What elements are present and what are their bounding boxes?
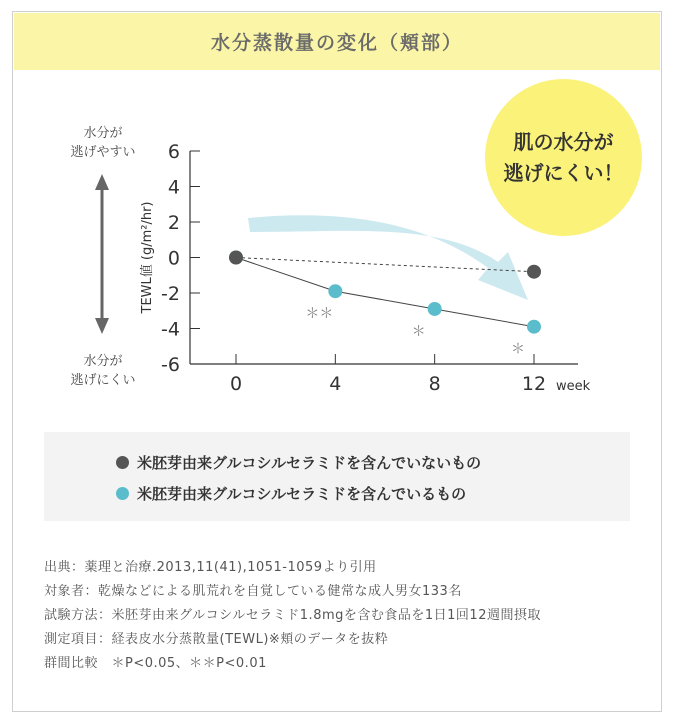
y-direction-top-line2: 逃げやすい	[70, 145, 136, 160]
x-tick-label: 0	[229, 373, 243, 395]
series-0-point	[229, 251, 243, 265]
y-direction-label-top	[58, 124, 148, 162]
note-subjects: 対象者：乾燥などによる肌荒れを自覚している健常な成人男女133名	[44, 584, 462, 599]
study-notes	[44, 556, 654, 676]
y-tick-label: 4	[167, 176, 180, 199]
y-direction-bottom-line1: 水分が	[83, 354, 123, 369]
legend	[44, 432, 630, 521]
significance-mark: ＊	[511, 341, 525, 358]
legend-item-with	[116, 483, 466, 504]
x-tick-label: 4	[329, 373, 342, 395]
series-1-point	[428, 302, 442, 316]
note-method: 試験方法：米胚芽由来グルコシルセラミド1.8mgを含む食品を1日1回12週間摂取	[44, 608, 541, 623]
trend-arrow-icon	[248, 215, 528, 300]
legend-dot-without	[116, 456, 129, 469]
y-tick-label: 2	[167, 212, 180, 234]
page-title: 水分蒸散量の変化（頬部）	[210, 32, 463, 54]
series-0-point	[527, 265, 541, 279]
series-1-point	[328, 284, 342, 298]
callout-bubble	[485, 79, 642, 236]
y-direction-bottom-line2: 逃げにくい	[70, 373, 136, 388]
callout-line2: 逃げにくい！	[503, 160, 624, 185]
legend-label-without: 米胚芽由来グルコシルセラミドを含んでいないもの	[137, 454, 482, 472]
note-comparison: 群間比較 ＊P<0.05、＊＊P<0.01	[44, 656, 267, 671]
y-tick-label: -4	[161, 318, 180, 341]
legend-dot-with	[116, 487, 129, 500]
y-tick-label: -2	[161, 283, 180, 305]
y-axis-label: TEWL値 (g/m²/hr)	[140, 201, 155, 314]
y-direction-label-bottom	[58, 352, 148, 390]
callout-line1: 肌の水分が	[513, 129, 614, 154]
double-arrow-icon	[92, 174, 112, 334]
y-tick-label: 6	[167, 141, 180, 163]
legend-label-with: 米胚芽由来グルコシルセラミドを含んでいるもの	[137, 485, 467, 503]
note-measurement: 測定項目：経表皮水分蒸散量(TEWL)※頬のデータを抜粋	[44, 632, 389, 647]
series-1-point	[527, 320, 541, 334]
significance-mark: ＊	[411, 323, 426, 340]
y-tick-label: 0	[167, 247, 180, 270]
x-tick-label: 8	[428, 373, 441, 395]
legend-item-without	[116, 452, 481, 473]
x-unit-label: week	[556, 379, 591, 394]
x-tick-label: 12	[521, 373, 547, 395]
y-direction-top-line1: 水分が	[83, 126, 123, 141]
y-tick-label: -6	[161, 354, 180, 376]
significance-mark: ＊＊	[305, 306, 334, 323]
note-source: 出典：薬理と治療.2013,11(41),1051-1059より引用	[44, 560, 377, 575]
